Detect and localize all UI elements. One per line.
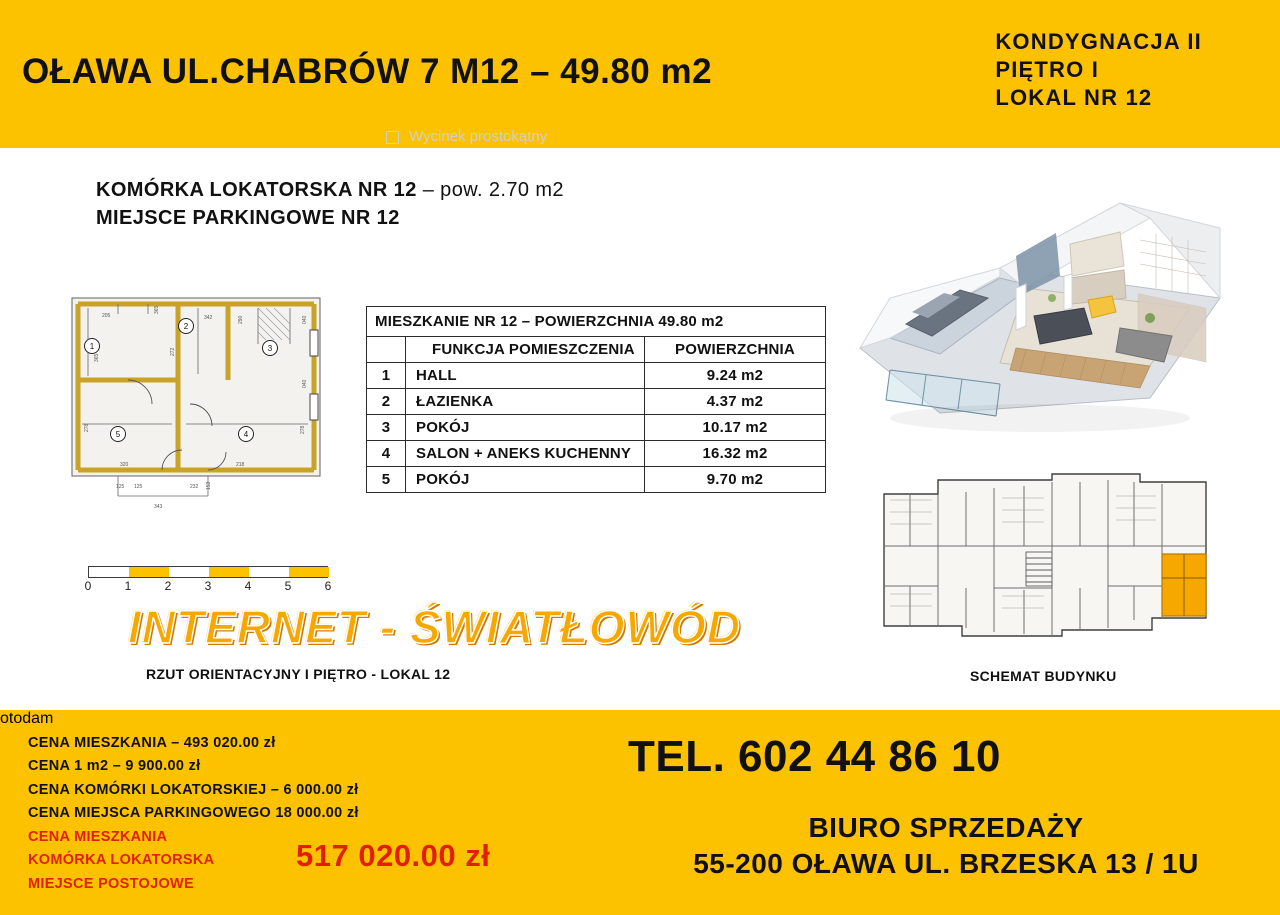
table-row xyxy=(367,389,826,415)
subheader-line-1 xyxy=(96,176,564,204)
rectangle-select-icon xyxy=(386,131,399,144)
svg-text:365: 365 xyxy=(94,353,100,362)
floor-plan-caption: RZUT ORIENTACYJNY I PIĘTRO - LOKAL 12 xyxy=(146,666,451,682)
svg-text:153: 153 xyxy=(206,481,212,490)
svg-text:320: 320 xyxy=(120,462,129,468)
scale-bar-segment xyxy=(289,567,329,577)
room-name: POKÓJ xyxy=(406,415,645,441)
price-per-sqm: CENA 1 m2 – 9 900.00 zł xyxy=(28,758,201,775)
svg-text:272: 272 xyxy=(170,347,176,356)
otodam-logo-text: otodam xyxy=(0,710,54,727)
svg-text:342: 342 xyxy=(204,315,213,321)
footer-banner xyxy=(0,710,1280,915)
svg-text:343: 343 xyxy=(154,504,163,510)
room-name: SALON + ANEKS KUCHENNY xyxy=(406,441,645,467)
header-banner xyxy=(0,0,1280,148)
svg-text:125: 125 xyxy=(116,484,125,490)
storage-room-area: – pow. 2.70 m2 xyxy=(416,179,564,201)
header-meta-lokal: LOKAL NR 12 xyxy=(995,85,1153,111)
room-index: 5 xyxy=(367,467,406,493)
watermark-label xyxy=(386,128,547,145)
scale-bar-ticks xyxy=(84,579,332,595)
room-index: 1 xyxy=(367,363,406,389)
svg-text:125: 125 xyxy=(134,484,143,490)
scale-tick: 1 xyxy=(124,579,132,593)
table-row xyxy=(367,467,826,493)
svg-text:278: 278 xyxy=(84,423,90,432)
sales-office xyxy=(632,810,1260,883)
price-parking: CENA MIEJSCA PARKINGOWEGO 18 000.00 zł xyxy=(28,805,359,822)
svg-text:290: 290 xyxy=(238,315,244,324)
room-name: ŁAZIENKA xyxy=(406,389,645,415)
table-title: MIESZKANIE NR 12 – POWIERZCHNIA 49.80 m2 xyxy=(367,307,826,337)
price-storage: CENA KOMÓRKI LOKATORSKIEJ – 6 000.00 zł xyxy=(28,781,359,798)
scale-tick: 5 xyxy=(284,579,292,593)
phone-number: TEL. 602 44 86 10 xyxy=(628,732,1001,781)
table-row xyxy=(367,441,826,467)
subheader xyxy=(96,176,564,233)
room-name: HALL xyxy=(406,363,645,389)
otodam-logo xyxy=(0,710,1280,728)
header-meta xyxy=(995,28,1202,112)
content-area xyxy=(0,148,1280,710)
svg-text:5: 5 xyxy=(115,430,121,439)
column-header-function: FUNKCJA POMIESZCZENIA xyxy=(406,337,645,363)
svg-text:2: 2 xyxy=(183,322,189,331)
svg-text:4: 4 xyxy=(243,430,249,439)
floor-plan-drawing xyxy=(58,284,348,524)
total-label-storage: KOMÓRKA LOKATORSKA xyxy=(28,852,215,869)
svg-text:205: 205 xyxy=(102,313,111,319)
sales-office-address: 55-200 OŁAWA UL. BRZESKA 13 / 1U xyxy=(693,848,1199,880)
header-meta-pietro: PIĘTRO I xyxy=(995,57,1100,83)
watermark-text: Wycinek prostokątny xyxy=(409,128,548,145)
room-area: 4.37 m2 xyxy=(645,389,826,415)
total-price: 517 020.00 zł xyxy=(296,838,491,873)
table-row xyxy=(367,415,826,441)
page-title: OŁAWA UL.CHABRÓW 7 M12 – 49.80 m2 xyxy=(22,52,713,91)
total-label-apartment: CENA MIESZKANIA xyxy=(28,828,168,845)
scale-tick: 6 xyxy=(324,579,332,593)
svg-text:365: 365 xyxy=(154,305,160,314)
room-area: 9.70 m2 xyxy=(645,467,826,493)
scale-tick: 0 xyxy=(84,579,92,593)
total-label-parking: MIEJSCE POSTOJOWE xyxy=(28,875,194,892)
room-index: 2 xyxy=(367,389,406,415)
sales-office-title: BIURO SPRZEDAŻY xyxy=(808,812,1084,843)
building-scheme-caption: SCHEMAT BUDYNKU xyxy=(970,668,1117,684)
table-row xyxy=(367,363,826,389)
room-index: 3 xyxy=(367,415,406,441)
room-index: 4 xyxy=(367,441,406,467)
scale-bar xyxy=(84,566,334,596)
svg-text:218: 218 xyxy=(236,462,245,468)
svg-text:040: 040 xyxy=(302,379,308,388)
svg-text:3: 3 xyxy=(267,344,273,353)
svg-text:040: 040 xyxy=(302,315,308,324)
room-area: 9.24 m2 xyxy=(645,363,826,389)
table-title-row xyxy=(367,307,826,337)
scale-tick: 2 xyxy=(164,579,172,593)
apartment-3d-render xyxy=(820,148,1268,458)
building-scheme xyxy=(876,468,1216,643)
scale-tick: 4 xyxy=(244,579,252,593)
room-name: POKÓJ xyxy=(406,467,645,493)
column-header-area: POWIERZCHNIA xyxy=(645,337,826,363)
subheader-line-2: MIEJSCE PARKINGOWE NR 12 xyxy=(96,207,400,230)
header-meta-kondygnacja: KONDYGNACJA II xyxy=(995,29,1202,54)
table-header-row xyxy=(367,337,826,363)
svg-text:1: 1 xyxy=(89,342,95,351)
room-area: 10.17 m2 xyxy=(645,415,826,441)
internet-banner: INTERNET - ŚWIATŁOWÓD xyxy=(128,601,741,653)
price-apartment: CENA MIESZKANIA – 493 020.00 zł xyxy=(28,735,276,751)
svg-text:232: 232 xyxy=(190,484,199,490)
storage-room-label: KOMÓRKA LOKATORSKA NR 12 xyxy=(96,179,417,201)
scale-bar-track xyxy=(88,566,328,578)
scale-tick: 3 xyxy=(204,579,212,593)
scale-bar-segment xyxy=(209,567,249,577)
scale-bar-segment xyxy=(129,567,169,577)
column-header-index xyxy=(367,337,406,363)
svg-text:278: 278 xyxy=(300,425,306,434)
rooms-table xyxy=(366,306,826,493)
room-area: 16.32 m2 xyxy=(645,441,826,467)
